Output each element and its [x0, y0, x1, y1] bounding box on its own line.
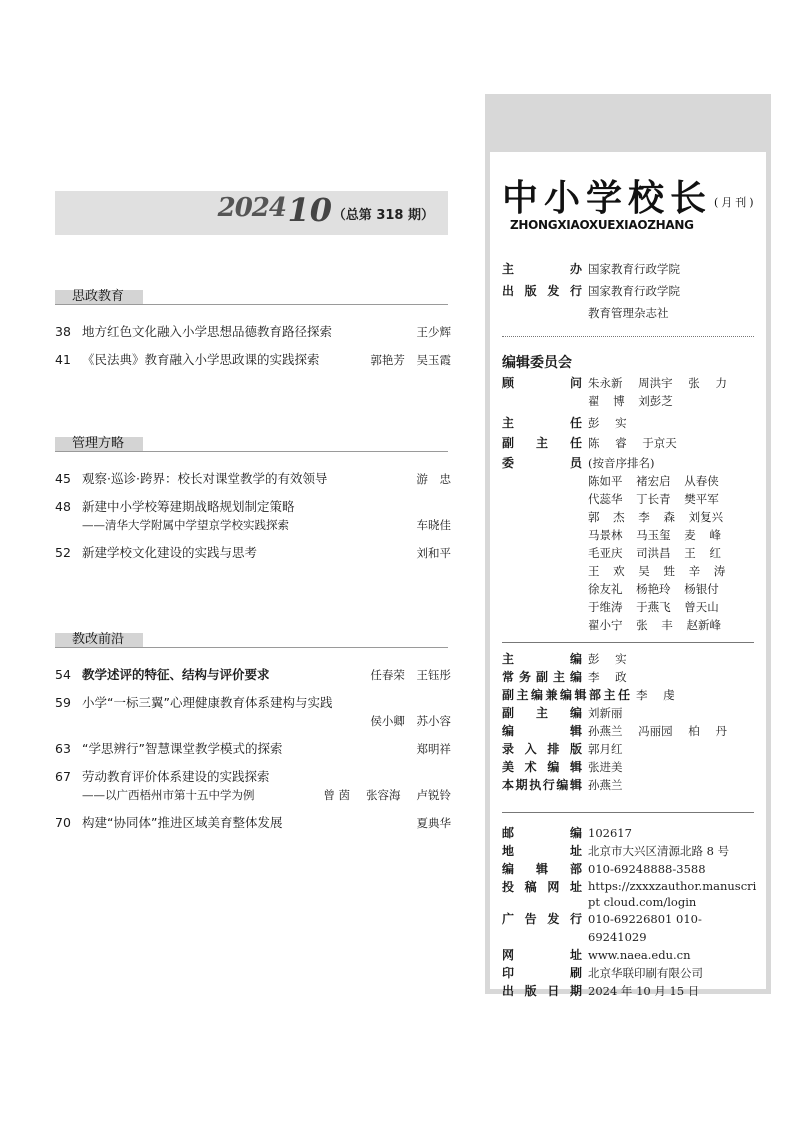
names-line: 于维涛 于燕飞 曾天山	[588, 600, 719, 614]
names-line: 马景林 马玉玺 麦 峰	[588, 528, 721, 542]
row-value: 教育管理杂志社	[588, 306, 669, 320]
contact-row	[502, 842, 757, 860]
toc-section-reform	[55, 632, 451, 842]
row-label	[502, 304, 582, 322]
toc-title: 教学述评的特征、结构与评价要求	[82, 667, 270, 682]
editorial-row	[502, 758, 757, 776]
contact-row	[502, 860, 757, 878]
issue-number: 10	[287, 191, 332, 229]
toc-section-ideology	[55, 289, 451, 379]
toc-title: “学思辨行”智慧课堂教学模式的探索	[82, 741, 283, 756]
section-header	[55, 290, 448, 305]
editorial-row	[502, 722, 757, 740]
editorial-row	[502, 686, 757, 704]
section-header	[55, 633, 448, 648]
toc-authors: 车晓佳	[416, 518, 451, 532]
toc-title: 观察·巡诊·跨界：校长对课堂教学的有效领导	[82, 471, 328, 486]
editorial-row	[502, 650, 757, 668]
row-label: 主 任	[502, 416, 582, 430]
row-label: 委 员	[502, 456, 582, 470]
editorial-row	[502, 704, 757, 722]
committee-title: 编辑委员会	[502, 355, 572, 371]
toc-title: 小学“一标三翼”心理健康教育体系建构与实践	[82, 695, 333, 710]
contact-row	[502, 982, 757, 1000]
toc-item[interactable]	[55, 740, 451, 758]
names-line: 代蕊华 丁长青 樊平军	[588, 492, 719, 506]
ad-phone: 010-69226801 010-69241029	[588, 912, 702, 944]
toc-page: 63	[55, 741, 71, 756]
row-label: 主 编	[502, 652, 582, 666]
website[interactable]: www.naea.edu.cn	[588, 948, 691, 962]
section-title: 教改前沿	[72, 632, 125, 647]
toc-item[interactable]	[55, 498, 451, 534]
names-line: 王 欢 吴 甡 辛 涛	[588, 564, 726, 578]
names-line: 郭 杰 李 森 刘复兴	[588, 510, 724, 524]
divider	[502, 812, 754, 813]
toc-item[interactable]	[55, 323, 451, 341]
toc-authors: 郑明祥	[416, 742, 451, 756]
toc-title: 新建学校文化建设的实践与思考	[82, 545, 258, 560]
row-value: 李 虔	[636, 688, 675, 702]
issue-year: 2024	[217, 193, 286, 223]
sponsor-row	[502, 282, 757, 300]
section-title: 思政教育	[72, 289, 125, 304]
row-value: 孙燕兰	[588, 778, 623, 792]
toc-page: 67	[55, 769, 71, 784]
row-value: 彭 实	[588, 652, 627, 666]
toc-authors: 王少辉	[416, 325, 451, 339]
contact-row	[502, 878, 757, 910]
toc-authors: 刘和平	[416, 546, 451, 560]
toc-title: 地方红色文化融入小学思想品德教育路径探索	[82, 324, 333, 339]
row-label: 地 址	[502, 844, 582, 858]
toc-item[interactable]	[55, 470, 451, 488]
issue-banner	[55, 191, 448, 235]
toc-section-management	[55, 436, 451, 572]
row-value: 陈 睿 于京天	[588, 436, 677, 450]
editorial-block	[502, 650, 757, 794]
row-label: 副主编兼编辑部主任	[502, 688, 630, 702]
row-value: 刘新丽	[588, 706, 623, 720]
toc-page: 48	[55, 499, 71, 514]
section-title: 管理方略	[72, 436, 125, 451]
names-line: 徐友礼 杨艳玲 杨银付	[588, 582, 719, 596]
printer: 北京华联印刷有限公司	[588, 966, 703, 980]
contact-block	[502, 824, 757, 1000]
row-label: 投稿网址	[502, 880, 582, 894]
toc-page: 45	[55, 471, 71, 486]
toc-subtitle: ——以广西梧州市第十五中学为例	[82, 788, 255, 802]
names-line: 翟小宁 张 丰 赵新峰	[588, 618, 721, 632]
row-label: 邮 编	[502, 826, 582, 840]
contact-row	[502, 946, 757, 964]
divider	[502, 336, 754, 337]
editorial-row	[502, 776, 757, 794]
divider	[502, 642, 754, 643]
toc-authors: 任春荣 王钰彤	[370, 668, 451, 682]
committee-row	[502, 414, 757, 432]
row-label: 出版发行	[502, 284, 582, 298]
row-value: 李 政	[588, 670, 627, 684]
toc-item[interactable]	[55, 666, 451, 684]
row-label: 常务副主编	[502, 670, 582, 684]
toc-authors: 曾 茵 张容海 卢锐铃	[323, 788, 451, 802]
row-label: 出版日期	[502, 984, 582, 998]
row-label: 副 主 任	[502, 436, 582, 450]
toc-item[interactable]	[55, 694, 451, 730]
address: 北京市大兴区清源北路 8 号	[588, 844, 730, 858]
row-label: 顾 问	[502, 376, 582, 390]
committee-row	[502, 434, 757, 452]
journal-pinyin: ZHONGXIAOXUEXIAOZHANG	[510, 218, 694, 232]
toc-item[interactable]	[55, 351, 451, 369]
row-value: 孙燕兰 冯丽园 柏 丹	[588, 724, 727, 738]
toc-title: 《民法典》教育融入小学思政课的实践探索	[82, 352, 320, 367]
journal-period: (月刊)	[714, 196, 757, 209]
toc-page: 38	[55, 324, 71, 339]
phone: 010-69248888-3588	[588, 862, 706, 876]
toc-authors: 游 忠	[416, 472, 451, 486]
row-label: 编 辑 部	[502, 862, 582, 876]
row-value: 张进美	[588, 760, 623, 774]
row-label: 副 主 编	[502, 706, 582, 720]
row-label: 主 办	[502, 262, 582, 276]
sponsor-block	[502, 260, 757, 322]
row-label: 网 址	[502, 948, 582, 962]
sponsor-row	[502, 304, 757, 322]
editorial-row	[502, 740, 757, 758]
committee-row	[502, 374, 757, 392]
toc-title: 劳动教育评价体系建设的实践探索	[82, 769, 270, 784]
contact-row	[502, 824, 757, 842]
row-label: 美术编辑	[502, 760, 582, 774]
toc-subtitle: ——清华大学附属中学望京学校实践探索	[82, 518, 289, 532]
toc-item[interactable]	[55, 544, 451, 562]
toc-page: 52	[55, 545, 71, 560]
contact-row	[502, 964, 757, 982]
toc-title: 新建中小学校筹建期战略规划制定策略	[82, 499, 295, 514]
row-label: 录入排版	[502, 742, 582, 756]
pub-date: 2024 年 10 月 15 日	[588, 984, 700, 998]
row-value: 国家教育行政学院	[588, 262, 680, 276]
sponsor-row	[502, 260, 757, 278]
editorial-row	[502, 668, 757, 686]
masthead-panel	[485, 94, 771, 998]
row-label: 本期执行编辑	[502, 778, 582, 792]
row-value: 朱永新 周洪宇 张 力	[588, 376, 727, 390]
committee-block	[502, 374, 757, 634]
toc-authors: 夏典华	[416, 816, 451, 830]
row-label: 印 刷	[502, 966, 582, 980]
section-header	[55, 437, 448, 452]
postal-code: 102617	[588, 826, 632, 840]
row-label: 编 辑	[502, 724, 582, 738]
toc-item[interactable]	[55, 814, 451, 832]
row-value: 国家教育行政学院	[588, 284, 680, 298]
committee-row	[502, 454, 757, 472]
contact-row	[502, 910, 757, 946]
names-line: 陈如平 褚宏启 从春侠	[588, 474, 719, 488]
submission-url[interactable]: https://zxxxzauthor.manuscript cloud.com/login	[588, 879, 757, 909]
toc-authors: 侯小卿 苏小容	[370, 714, 451, 728]
toc-authors: 郭艳芳 吴玉霞	[370, 353, 451, 367]
toc-page: 54	[55, 667, 71, 682]
row-value: 彭 实	[588, 416, 627, 430]
members-note: (按音序排名)	[588, 456, 655, 470]
toc-title: 构建“协同体”推进区域美育整体发展	[82, 815, 283, 830]
row-label: 广告发行	[502, 912, 582, 926]
toc-page: 59	[55, 695, 71, 710]
toc-page: 70	[55, 815, 71, 830]
issue-total: （总第 318 期）	[332, 208, 434, 223]
masthead-inner	[490, 152, 766, 998]
toc-page: 41	[55, 352, 71, 367]
names-line: 毛亚庆 司洪昌 王 红	[588, 546, 721, 560]
names-line: 翟 博 刘彭芝	[588, 394, 673, 408]
toc-item[interactable]	[55, 768, 451, 804]
row-value: 郭月红	[588, 742, 623, 756]
journal-title: 中小学校长	[502, 177, 713, 219]
